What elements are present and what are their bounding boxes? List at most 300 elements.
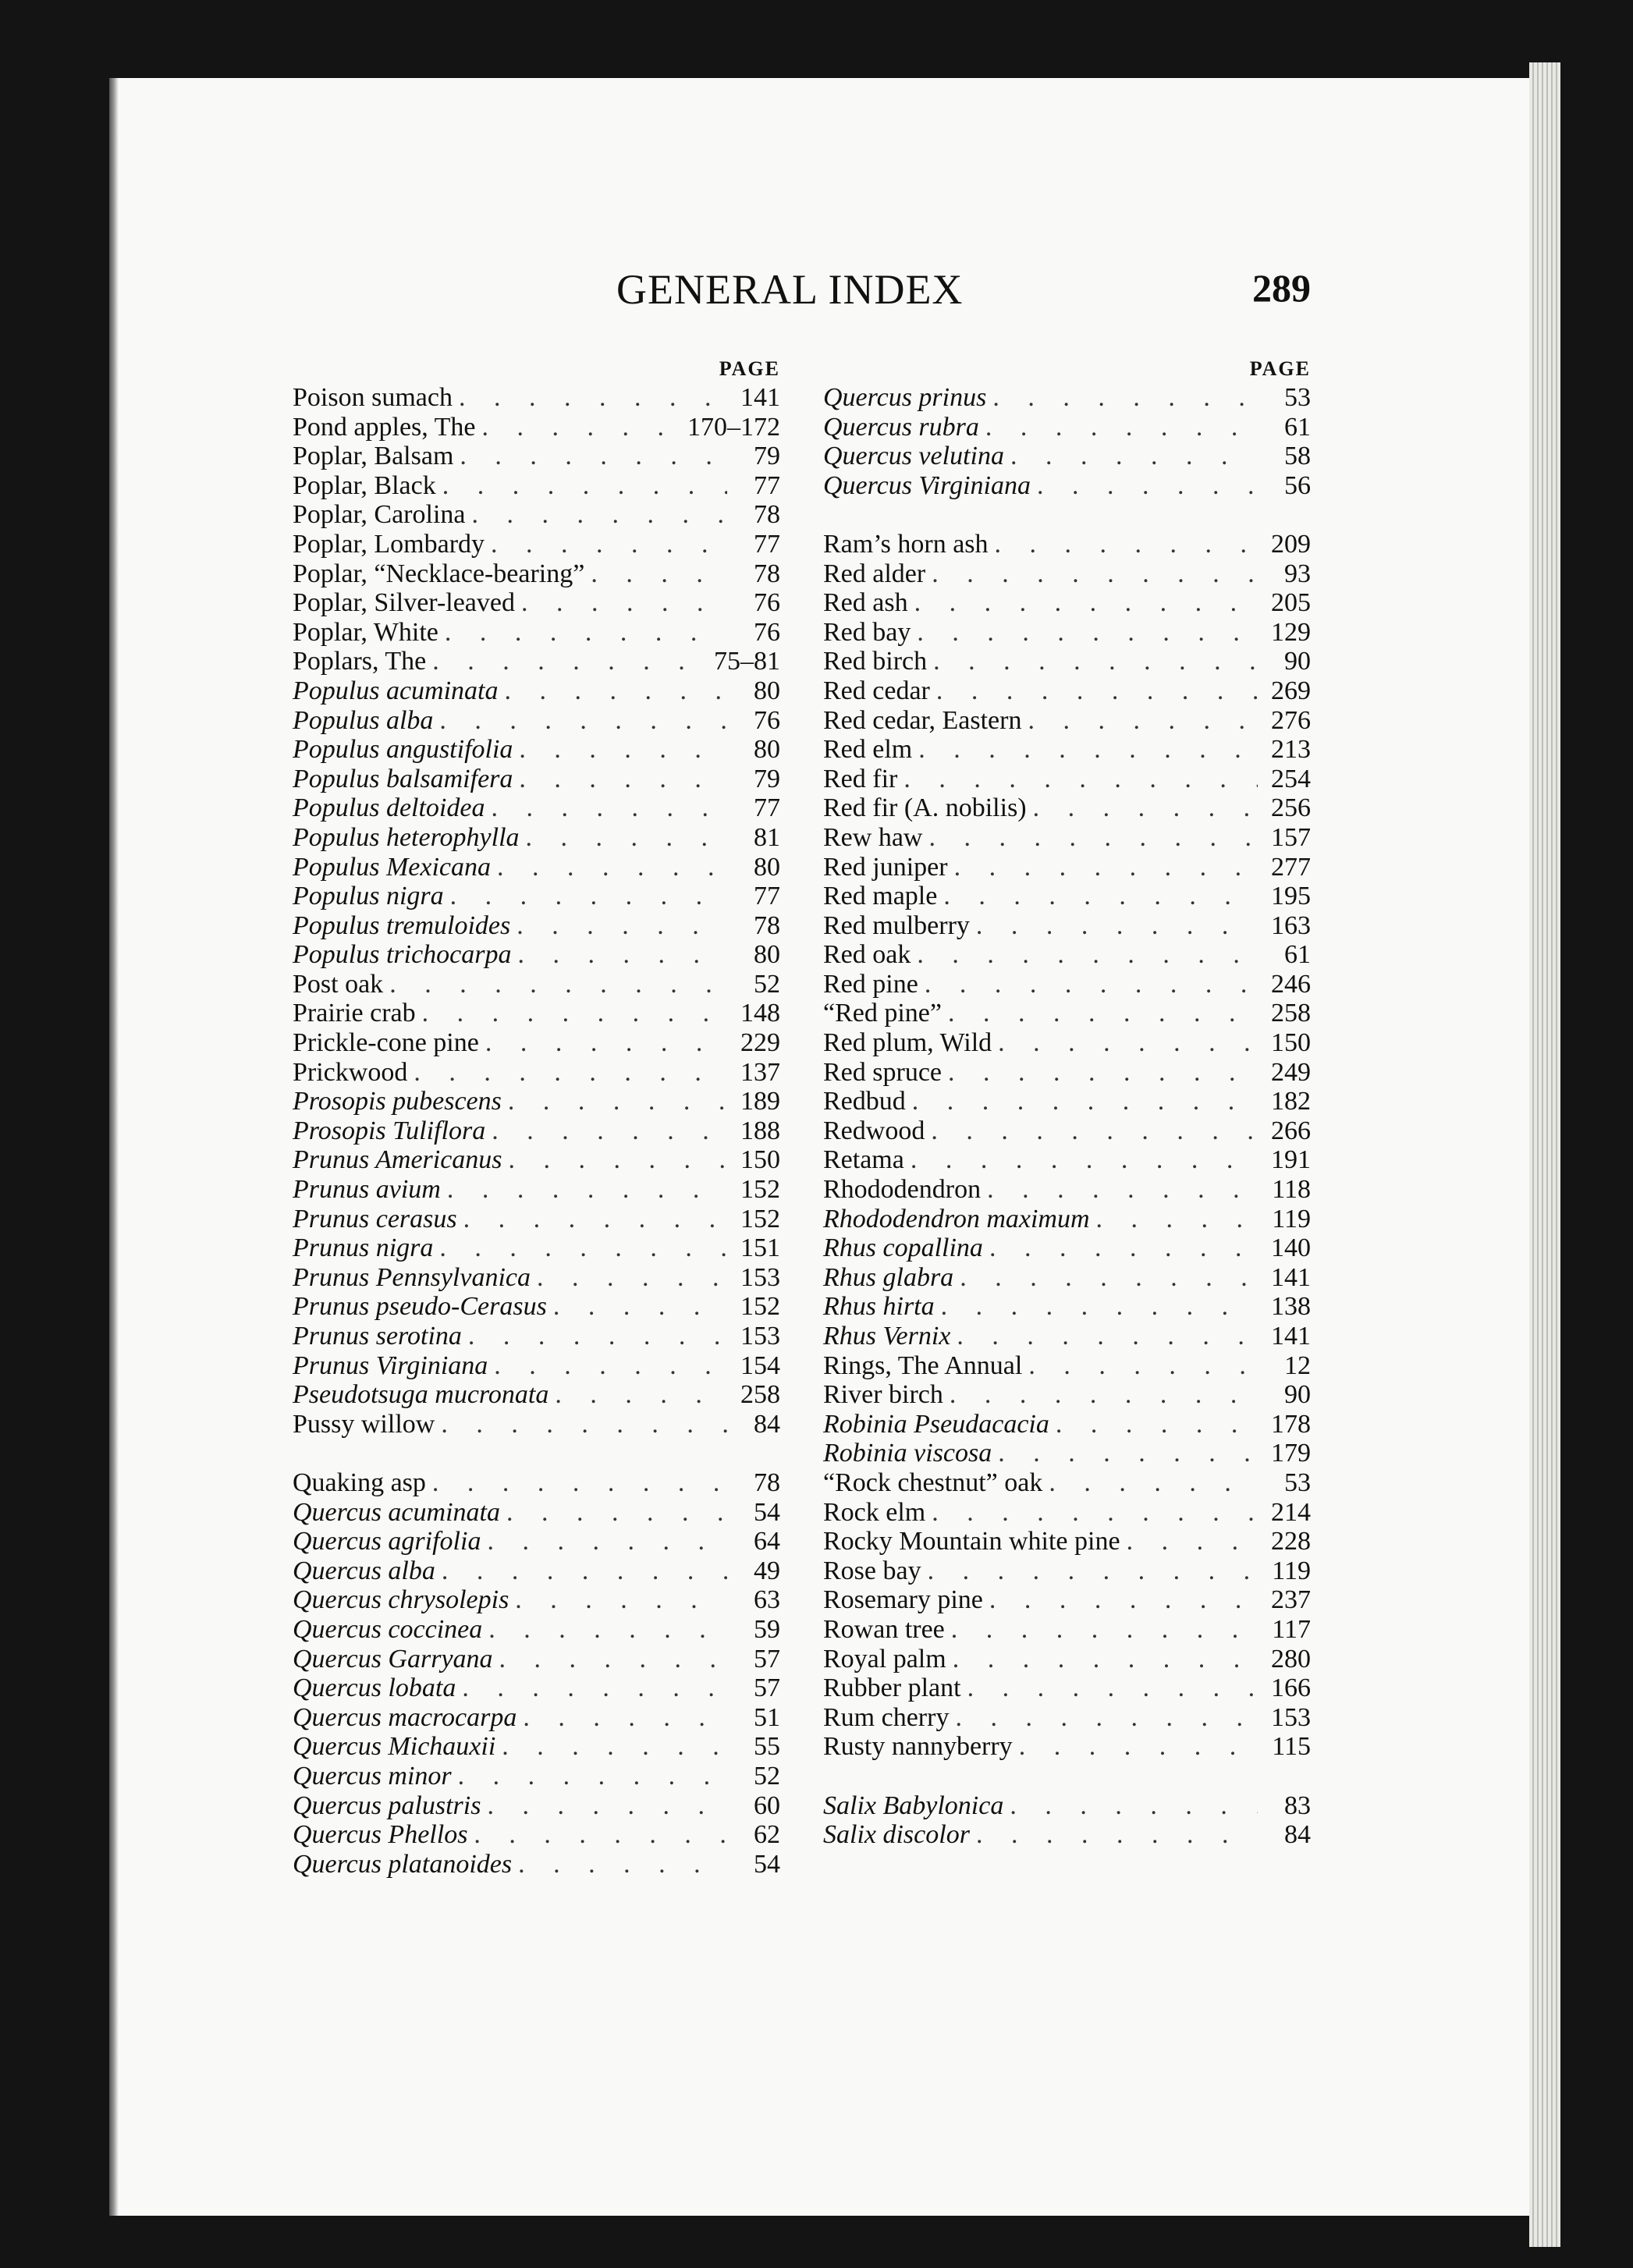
index-entry-page: 79 — [754, 442, 780, 471]
index-entry — [293, 1322, 780, 1351]
index-entry-term: Rhus hirta — [823, 1292, 935, 1322]
dot-leader — [914, 588, 1258, 618]
index-entry-page: 129 — [1271, 617, 1311, 647]
index-entry-term: Populus deltoidea — [293, 793, 485, 823]
index-entry — [293, 1263, 780, 1293]
index-entry-term: Populus trichocarpa — [293, 940, 512, 970]
index-entry-page: 189 — [740, 1087, 780, 1116]
index-entry-term: Populus tremuloides — [293, 910, 511, 940]
dot-leader — [957, 1322, 1258, 1351]
page-number: 289 — [1252, 266, 1311, 310]
index-entry-page: 178 — [1271, 1409, 1311, 1439]
index-entry-term: Rock elm — [823, 1497, 926, 1527]
dot-leader — [1096, 1205, 1258, 1234]
dot-leader — [995, 530, 1258, 559]
index-entry-page: 205 — [1271, 588, 1311, 618]
dot-leader — [985, 413, 1258, 442]
index-entry-term: Post oak — [293, 969, 384, 999]
index-entry — [293, 793, 780, 823]
index-entry-page: 153 — [740, 1322, 780, 1351]
dot-leader — [951, 1615, 1258, 1645]
index-entry — [823, 471, 1311, 501]
dot-leader — [989, 1233, 1258, 1263]
index-entry-page: 76 — [754, 617, 780, 647]
dot-leader — [509, 1145, 727, 1175]
index-entry — [293, 471, 780, 501]
index-entry-term: Populus alba — [293, 705, 434, 735]
index-entry-page: 258 — [740, 1380, 780, 1410]
index-entry — [293, 647, 780, 676]
index-entry-term: Pond apples, The — [293, 412, 476, 442]
index-entry-term: Quercus Phellos — [293, 1820, 468, 1850]
index-entry-page: 63 — [754, 1585, 780, 1615]
index-entry-page: 151 — [740, 1233, 780, 1263]
index-entry-term: Redwood — [823, 1116, 925, 1145]
dot-leader — [943, 882, 1258, 911]
index-entry-page: 214 — [1271, 1497, 1311, 1527]
index-entry-page: 157 — [1271, 822, 1311, 852]
index-entry-page: 246 — [1271, 969, 1311, 999]
index-entry — [293, 1498, 780, 1528]
index-entry — [293, 765, 780, 794]
index-entry-page: 280 — [1271, 1644, 1311, 1673]
index-entry — [293, 1380, 780, 1410]
index-entry-page: 229 — [740, 1028, 780, 1058]
index-entry — [293, 1468, 780, 1498]
index-entry-term: Quercus rubra — [823, 412, 979, 442]
dot-leader — [1037, 471, 1258, 501]
dot-leader — [442, 1556, 727, 1586]
index-entry-page: 78 — [754, 1468, 780, 1497]
index-entry-page: 137 — [740, 1057, 780, 1087]
index-entry-term: Quercus macrocarpa — [293, 1702, 517, 1732]
dot-leader — [432, 647, 708, 676]
index-entry-page: 56 — [1284, 470, 1311, 500]
index-entry — [823, 588, 1311, 618]
index-entry — [823, 1703, 1311, 1733]
index-entry — [823, 735, 1311, 765]
index-entry-term: Quercus agrifolia — [293, 1527, 481, 1556]
index-entry-page: 182 — [1271, 1087, 1311, 1116]
dot-leader — [953, 1645, 1258, 1674]
dot-leader — [441, 1410, 727, 1439]
dot-leader — [955, 1703, 1258, 1733]
index-entry-term: Populus Mexicana — [293, 852, 491, 882]
index-entry-page: 115 — [1272, 1732, 1311, 1762]
index-entry-term: Quercus velutina — [823, 442, 1004, 471]
dot-leader — [422, 999, 727, 1028]
index-entry — [293, 413, 780, 442]
index-column-left — [293, 355, 780, 1879]
index-entry — [823, 1380, 1311, 1410]
page-edges — [1529, 62, 1560, 2247]
index-entry-term: Quercus prinus — [823, 383, 987, 412]
index-entry-term: Poison sumach — [293, 383, 453, 412]
index-entry — [823, 559, 1311, 589]
index-entry — [823, 1205, 1311, 1234]
index-entry-term: Prunus pseudo-Cerasus — [293, 1292, 547, 1322]
index-entry-term: Red spruce — [823, 1057, 943, 1087]
index-entry — [293, 1762, 780, 1791]
index-entry — [293, 588, 780, 618]
index-entry — [823, 413, 1311, 442]
dot-leader — [998, 1439, 1258, 1468]
index-entry-page: 209 — [1271, 529, 1311, 559]
index-entry — [823, 823, 1311, 853]
index-entry-page: 84 — [1284, 1820, 1311, 1850]
index-entry-term: Rowan tree — [823, 1614, 945, 1644]
dot-leader — [987, 1175, 1258, 1205]
dot-leader — [447, 1175, 727, 1205]
index-entry-term: Red plum, Wild — [823, 1028, 992, 1058]
index-entry-page: 258 — [1271, 999, 1311, 1028]
index-entry — [823, 1439, 1311, 1468]
index-entry — [293, 1615, 780, 1645]
dot-leader — [471, 500, 727, 530]
dot-leader — [925, 970, 1258, 999]
index-entry-page: 141 — [1271, 1262, 1311, 1292]
index-entry-term: Rhododendron — [823, 1175, 982, 1205]
index-entry-term: Rose bay — [823, 1556, 921, 1585]
index-entry — [823, 1820, 1311, 1850]
index-entry-term: “Rock chestnut” oak — [823, 1468, 1043, 1497]
index-entry — [823, 765, 1311, 794]
dot-leader — [515, 1585, 727, 1615]
index-entry-term: Red maple — [823, 882, 938, 911]
index-entry-page: 61 — [1284, 412, 1311, 442]
dot-leader — [506, 1498, 727, 1528]
page-column-label: PAGE — [719, 357, 780, 380]
index-entry — [823, 1615, 1311, 1645]
index-entry-term: Prairie crab — [293, 999, 416, 1028]
index-entry — [293, 940, 780, 970]
index-entry-page: 76 — [754, 588, 780, 618]
index-entry — [823, 530, 1311, 559]
page-title: GENERAL INDEX — [616, 266, 964, 313]
index-entry — [293, 1175, 780, 1205]
index-entry-term: Royal palm — [823, 1644, 946, 1673]
index-entry-page: 119 — [1272, 1204, 1311, 1233]
index-entry — [293, 1292, 780, 1322]
index-entry-term: Populus acuminata — [293, 676, 499, 705]
index-entry-term: Poplars, The — [293, 647, 427, 676]
index-entry-term: Quaking asp — [293, 1468, 426, 1497]
index-entry-page: 256 — [1271, 793, 1311, 823]
dot-leader — [967, 1673, 1258, 1703]
index-entry — [293, 1351, 780, 1381]
dot-leader — [932, 559, 1258, 589]
index-entry — [823, 1585, 1311, 1615]
index-entry-page: 148 — [740, 999, 780, 1028]
dot-leader — [460, 442, 727, 471]
index-entry-term: Red cedar, Eastern — [823, 705, 1022, 735]
index-entry — [293, 735, 780, 765]
dot-leader — [494, 1351, 727, 1381]
dot-leader — [1010, 442, 1258, 471]
dot-leader — [499, 1645, 727, 1674]
index-entry — [293, 911, 780, 941]
index-entry-page: 118 — [1272, 1175, 1311, 1205]
dot-leader — [933, 647, 1258, 676]
index-entry — [293, 383, 780, 413]
index-entry-page: 84 — [754, 1409, 780, 1439]
index-entry — [823, 1233, 1311, 1263]
index-entry — [293, 1791, 780, 1821]
dot-leader — [491, 793, 727, 823]
dot-leader — [912, 1087, 1258, 1116]
index-entry — [823, 1175, 1311, 1205]
index-entry-term: Red birch — [823, 647, 928, 676]
index-entry-term: Poplar, Balsam — [293, 442, 454, 471]
index-entry — [293, 1820, 780, 1850]
index-entry-term: Quercus lobata — [293, 1673, 456, 1703]
dot-leader — [537, 1263, 727, 1293]
dot-leader — [450, 882, 727, 911]
index-entry-page: 119 — [1272, 1556, 1311, 1585]
dot-leader — [1049, 1468, 1258, 1498]
index-entry-page: 54 — [754, 1849, 780, 1879]
index-entry-term: Prosopis pubescens — [293, 1087, 502, 1116]
index-entry — [823, 1468, 1311, 1498]
dot-leader — [442, 471, 727, 501]
index-entry — [293, 1645, 780, 1674]
index-entry-page: 141 — [1271, 1322, 1311, 1351]
index-entry-page: 83 — [1284, 1791, 1311, 1820]
index-entry-term: River birch — [823, 1380, 943, 1410]
index-entry-page: 51 — [754, 1702, 780, 1732]
dot-leader — [928, 823, 1258, 853]
index-entry-list — [293, 383, 780, 1879]
dot-leader — [462, 1673, 727, 1703]
index-entry — [293, 823, 780, 853]
index-entry-term: Poplar, Silver-leaved — [293, 588, 515, 618]
index-entry — [293, 618, 780, 648]
index-entry-term: Red pine — [823, 969, 918, 999]
index-column-right — [823, 355, 1311, 1850]
dot-leader — [502, 1732, 727, 1762]
index-entry-term: Prunus nigra — [293, 1233, 434, 1263]
index-entry-page: 150 — [740, 1145, 780, 1175]
dot-leader — [389, 970, 727, 999]
dot-leader — [992, 383, 1258, 413]
dot-leader — [485, 1028, 727, 1058]
index-entry — [293, 500, 780, 530]
index-entry-page: 90 — [1284, 1380, 1311, 1410]
index-entry-page: 64 — [754, 1527, 780, 1556]
dot-leader — [911, 1145, 1258, 1175]
dot-leader — [519, 735, 727, 765]
index-entry — [293, 999, 780, 1028]
index-entry-term: Salix Babylonica — [823, 1791, 1004, 1820]
dot-leader — [521, 588, 727, 618]
index-entry-term: Robinia Pseudacacia — [823, 1409, 1049, 1439]
index-entry-term: Rings, The Annual — [823, 1351, 1023, 1380]
index-entry-term: Prickle-cone pine — [293, 1028, 479, 1058]
dot-leader — [555, 1380, 727, 1410]
index-entry — [823, 1322, 1311, 1351]
dot-leader — [1127, 1527, 1258, 1556]
dot-leader — [948, 1058, 1258, 1088]
index-entry-page: 153 — [1271, 1702, 1311, 1732]
index-entry — [823, 1498, 1311, 1528]
page-gutter-shadow — [109, 78, 119, 2216]
index-entry-term: Pussy willow — [293, 1409, 435, 1439]
index-entry-page: 49 — [754, 1556, 780, 1585]
index-entry-term: “Red pine” — [823, 999, 942, 1028]
dot-leader — [439, 706, 727, 736]
dot-leader — [487, 1791, 727, 1821]
index-entry-page: 170–172 — [687, 412, 780, 442]
dot-leader — [936, 676, 1258, 706]
dot-leader — [976, 911, 1258, 941]
index-entry-page: 80 — [754, 940, 780, 970]
index-entry-page: 213 — [1271, 735, 1311, 765]
index-entry-term: Prunus Virginiana — [293, 1351, 488, 1380]
index-entry-page: 52 — [754, 1761, 780, 1791]
dot-leader — [482, 413, 681, 442]
index-entry-term: Poplar, Lombardy — [293, 529, 485, 559]
dot-leader — [526, 823, 727, 853]
index-entry-term: Red bay — [823, 617, 911, 647]
index-entry-term: Robinia viscosa — [823, 1439, 992, 1468]
index-entry-term: Rusty nannyberry — [823, 1732, 1013, 1762]
index-entry — [823, 647, 1311, 676]
index-entry-page: 75–81 — [714, 647, 780, 676]
index-entry-term: Prunus Americanus — [293, 1145, 502, 1175]
dot-leader — [508, 1087, 727, 1116]
index-entry-term: Quercus Virginiana — [823, 470, 1031, 500]
index-entry — [293, 706, 780, 736]
index-entry-term: Poplar, Carolina — [293, 500, 466, 530]
index-entry — [823, 1645, 1311, 1674]
index-entry-page: 59 — [754, 1614, 780, 1644]
index-entry — [293, 1585, 780, 1615]
index-entry-page: 140 — [1271, 1233, 1311, 1263]
index-entry-page: 55 — [754, 1732, 780, 1762]
index-entry-page: 179 — [1271, 1439, 1311, 1468]
index-entry-term: Rubber plant — [823, 1673, 961, 1703]
dot-leader — [931, 1116, 1258, 1146]
index-entry-page: 141 — [740, 383, 780, 412]
index-entry-term: Red juniper — [823, 852, 948, 882]
index-entry — [823, 1263, 1311, 1293]
index-entry — [823, 911, 1311, 941]
dot-leader — [1033, 793, 1258, 823]
index-entry-term: Rhus glabra — [823, 1262, 954, 1292]
dot-leader — [463, 1205, 727, 1234]
dot-leader — [459, 383, 727, 413]
index-entry — [823, 1556, 1311, 1586]
index-entry-page: 150 — [1271, 1028, 1311, 1058]
index-entry — [293, 442, 780, 471]
dot-leader — [917, 940, 1258, 970]
dot-leader — [954, 853, 1258, 882]
index-entry — [293, 853, 780, 882]
index-entry-page: 53 — [1284, 1468, 1311, 1497]
index-entry — [293, 1058, 780, 1088]
dot-leader — [553, 1292, 727, 1322]
index-entry — [293, 1028, 780, 1058]
page-column-label: PAGE — [1249, 357, 1311, 380]
dot-leader — [488, 1615, 727, 1645]
index-entry-term: Rhus copallina — [823, 1233, 983, 1263]
dot-leader — [519, 765, 727, 794]
index-entry-term: Red fir (A. nobilis) — [823, 793, 1027, 823]
dot-leader — [492, 1116, 727, 1146]
index-entry-page: 80 — [754, 852, 780, 882]
index-entry-page: 53 — [1284, 383, 1311, 412]
index-entry-page: 154 — [740, 1351, 780, 1380]
index-entry-page: 191 — [1271, 1145, 1311, 1175]
index-entry — [293, 882, 780, 911]
index-entry-term: Red ash — [823, 588, 908, 618]
index-entry-term: Prunus avium — [293, 1175, 441, 1205]
index-entry-page: 77 — [754, 793, 780, 823]
dot-leader — [491, 530, 727, 559]
dot-leader — [948, 999, 1258, 1028]
index-entry — [293, 530, 780, 559]
dot-leader — [591, 559, 727, 589]
index-entry-page: 77 — [754, 882, 780, 911]
index-entry-list — [823, 383, 1311, 1850]
index-entry-term: Quercus minor — [293, 1761, 452, 1791]
dot-leader — [998, 1028, 1258, 1058]
index-entry-page: 80 — [754, 676, 780, 705]
index-entry — [823, 1410, 1311, 1439]
dot-leader — [1028, 1351, 1258, 1381]
index-entry-page: 237 — [1271, 1585, 1311, 1615]
index-entry-term: Quercus palustris — [293, 1791, 481, 1820]
index-entry — [823, 1732, 1311, 1762]
index-entry — [823, 1028, 1311, 1058]
index-entry-term: Pseudotsuga mucronata — [293, 1380, 549, 1410]
index-entry-term: Red oak — [823, 940, 911, 970]
index-entry-page: 58 — [1284, 442, 1311, 471]
index-entry-page: 138 — [1271, 1292, 1311, 1322]
index-entry — [823, 853, 1311, 882]
index-entry-term: Rum cherry — [823, 1702, 950, 1732]
index-entry-page: 188 — [740, 1116, 780, 1145]
index-entry — [293, 676, 780, 706]
dot-leader — [474, 1820, 727, 1850]
index-entry-page: 60 — [754, 1791, 780, 1820]
index-entry-term: Populus angustifolia — [293, 735, 513, 765]
dot-leader — [932, 1498, 1258, 1528]
index-entry — [823, 1116, 1311, 1146]
index-entry-term: Rhododendron maximum — [823, 1204, 1090, 1233]
index-entry-term: Red fir — [823, 764, 898, 793]
index-entry — [293, 1527, 780, 1556]
index-entry-term: Quercus chrysolepis — [293, 1585, 509, 1615]
index-entry-page: 57 — [754, 1673, 780, 1703]
index-entry-term: Populus balsamifera — [293, 764, 513, 793]
index-entry — [823, 383, 1311, 413]
index-entry — [823, 1673, 1311, 1703]
index-entry-page: 254 — [1271, 764, 1311, 793]
index-entry-term: Quercus acuminata — [293, 1497, 500, 1527]
index-entry-page: 152 — [740, 1292, 780, 1322]
dot-leader — [1056, 1410, 1258, 1439]
index-entry-page: 61 — [1284, 940, 1311, 970]
index-entry-term: Salix discolor — [823, 1820, 970, 1850]
index-entry-page: 166 — [1271, 1673, 1311, 1703]
index-entry-term: Red mulberry — [823, 910, 970, 940]
index-entry-page: 57 — [754, 1644, 780, 1673]
index-entry — [293, 1116, 780, 1146]
index-entry-term: Rosemary pine — [823, 1585, 983, 1615]
index-entry-term: Prickwood — [293, 1057, 408, 1087]
index-entry-term: Red cedar — [823, 676, 930, 705]
